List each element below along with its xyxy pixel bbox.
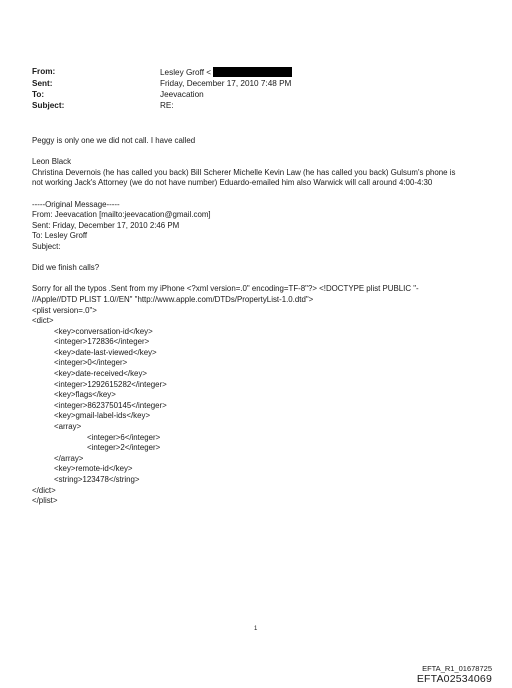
plist-line: <integer>0</integer>: [54, 358, 128, 368]
original-subject: Subject:: [32, 241, 61, 251]
typos-line: <plist version=.0">: [32, 305, 97, 315]
original-body: Did we finish calls?: [32, 263, 100, 273]
body-line: Leon Black: [32, 157, 72, 167]
plist-line: <key>remote-id</key>: [54, 464, 133, 474]
original-to: To: Lesley Groff: [32, 231, 88, 241]
plist-line: <integer>2</integer>: [87, 443, 161, 453]
typos-line: <dict>: [32, 316, 54, 326]
original-sent: Sent: Friday, December 17, 2010 2:46 PM: [32, 220, 180, 230]
plist-line: <string>123478</string>: [54, 475, 140, 484]
bates-number-large: EFTA02534069: [416, 673, 492, 685]
body-line: Peggy is only one we did not call. I have called: [32, 136, 196, 145]
plist-line: <array>: [54, 422, 82, 432]
from-value: [160, 67, 292, 78]
body-line: not working Jack's Attorney (we do not have number) Eduardo-emailed him also Warwick will call around 4:00-4:30: [32, 178, 433, 188]
bates-number-small: EFTA_R1_01678725: [422, 664, 492, 673]
to-value: Jeevacation: [160, 90, 204, 99]
subject-label: Subject:: [32, 101, 65, 110]
plist-line: <key>date-received</key>: [54, 369, 147, 379]
body-line: Christina Devernois (he has called you back) Bill Scherer Michelle Kevin Law (he has called you back) Gulsum's phone is: [32, 167, 456, 177]
typos-line: //Apple//DTD PLIST 1.0//EN" "http://www.apple.com/DTDs/PropertyList-1.0.dtd">: [32, 294, 314, 304]
plist-line: <key>gmail-label-ids</key>: [54, 411, 151, 421]
plist-line: <integer>1292615282</integer>: [54, 379, 167, 389]
plist-line: </dict>: [32, 485, 56, 495]
plist-line: <integer>8623750145</integer>: [54, 400, 167, 410]
redaction-box: [213, 67, 292, 77]
plist-line: <key>date-last-viewed</key>: [54, 347, 157, 357]
subject-value: RE:: [160, 101, 174, 110]
plist-line: <integer>172836</integer>: [54, 337, 150, 347]
plist-line: </array>: [54, 453, 84, 463]
sent-label: Sent:: [32, 79, 53, 88]
plist-line: <key>conversation-id</key>: [54, 326, 153, 336]
from-label: From:: [32, 67, 56, 76]
plist-line: </plist>: [32, 496, 58, 506]
original-message-divider: -----Original Message-----: [32, 199, 120, 209]
to-label: To:: [32, 90, 45, 99]
page-number: 1: [254, 626, 258, 632]
plist-line: <integer>6</integer>: [87, 432, 161, 442]
original-from: From: Jeevacation [mailto:jeevacation@gmail.com]: [32, 210, 211, 220]
email-body: [32, 136, 484, 507]
from-value-text: Lesley Groff <: [160, 68, 212, 77]
typos-line: Sorry for all the typos .Sent from my iPhone <?xml version=.0" encoding=TF-8"?> <!DOCTYPE plist PUBLIC "-: [32, 284, 419, 294]
sent-value: Friday, December 17, 2010 7:48 PM: [160, 79, 292, 88]
plist-line: <key>flags</key>: [54, 390, 116, 400]
